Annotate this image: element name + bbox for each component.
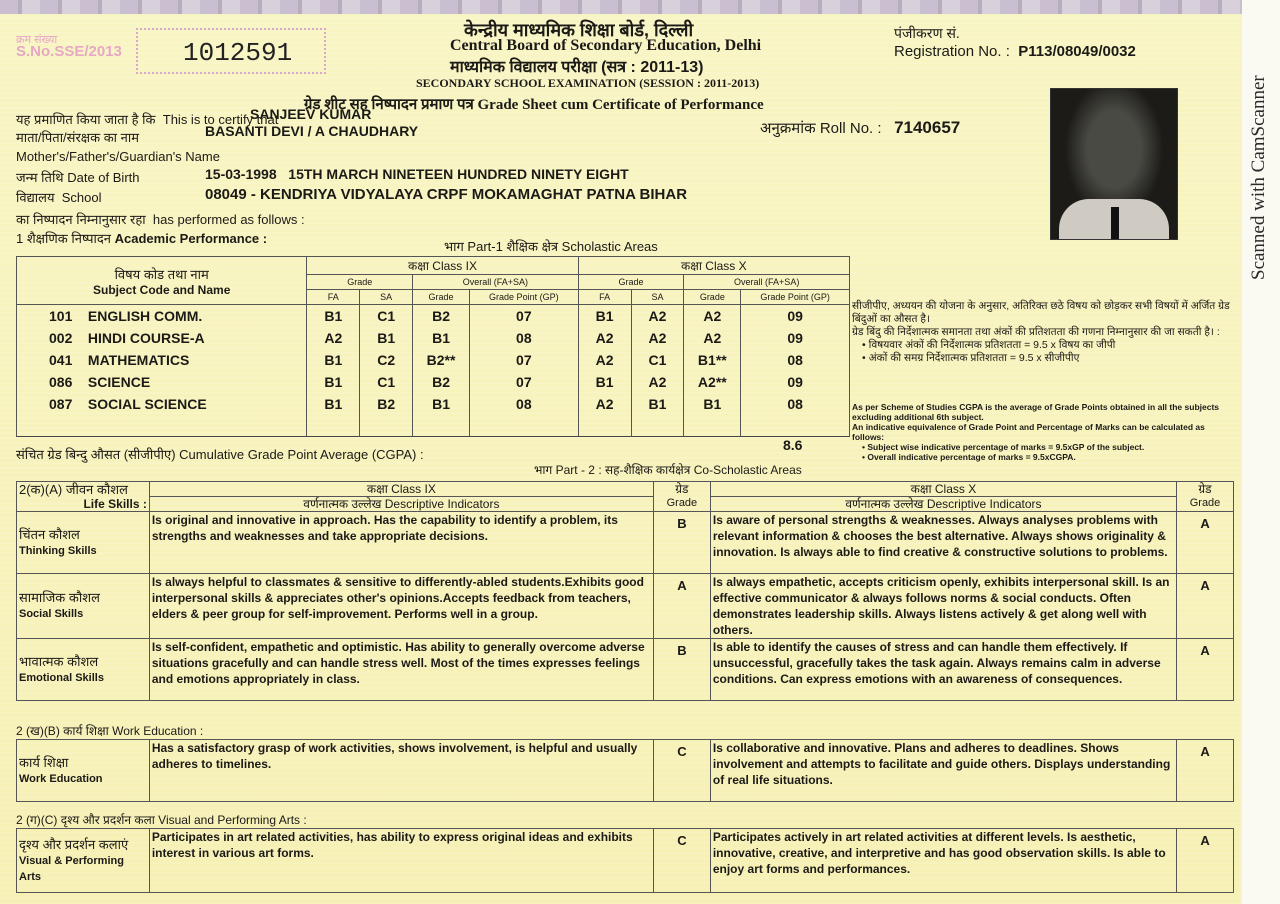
grade-cell-x-grade: A2 (684, 327, 741, 349)
school-label: विद्यालय School (16, 190, 102, 205)
photo-tie (1111, 207, 1119, 239)
ix-gp-header: Grade Point (GP) (469, 290, 578, 305)
grade-cell-x-gp: 09 (741, 371, 850, 393)
roll-label: अनुक्रमांक Roll No. : (760, 120, 882, 137)
life-skill-x-grade: A (1177, 574, 1234, 639)
arts-heading: 2 (ग)(C) दृश्य और प्रदर्शन कला Visual and Performing Arts : (16, 813, 307, 827)
certificate-title: ग्रेड शीट सह निष्पादन प्रमाण पत्र Grade Sheet cum Certificate of Performance (304, 97, 764, 113)
life-skill-ix-desc: Is original and innovative in approach. Has the capability to identify a problem, its strengths and weaknesses and take appropriate decisions. (149, 512, 653, 574)
work-ed-ix-grade: C (653, 740, 710, 802)
arts-ix-desc: Participates in art related activities, has ability to express original ideas and exhibits interest in various art forms. (149, 829, 653, 893)
student-name: SANJEEV KUMAR (250, 106, 372, 122)
ls-ix-grade-header: ग्रेड Grade (653, 482, 710, 512)
work-ed-heading: 2 (ख)(B) कार्य शिक्षा Work Education : (16, 724, 204, 738)
grade-cell-x-fa: A2 (578, 393, 631, 415)
work-ed-row (17, 740, 1234, 802)
x-sa-header: SA (631, 290, 684, 305)
grade-cell-x-fa: A2 (578, 327, 631, 349)
grade-cell-x-grade: B1** (684, 349, 741, 371)
life-skill-x-grade: A (1177, 639, 1234, 701)
grade-cell-x-sa: A2 (631, 305, 684, 327)
life-skill-ix-grade: A (653, 574, 710, 639)
arts-label: दृश्य और प्रदर्शन कलाएं Visual & Performing Arts (17, 829, 150, 893)
ls-x-grade-header: ग्रेड Grade (1177, 482, 1234, 512)
grade-cell-x-grade: B1 (684, 393, 741, 415)
subject-row (17, 305, 850, 327)
ls-class-ix-header: कक्षा Class IX (149, 482, 653, 497)
school-value: 08049 - KENDRIYA VIDYALAYA CRPF MOKAMAGHAT PATNA BIHAR (205, 186, 688, 203)
grade-cell-x-sa: A2 (631, 371, 684, 393)
grade-cell-x-grade: A2** (684, 371, 741, 393)
grade-cell-ix-fa: B1 (307, 349, 360, 371)
work-ed-x-desc: Is collaborative and innovative. Plans and adheres to deadlines. Shows involvement and attempts to facilitate and guide others. Displays understanding of real life situations. (710, 740, 1176, 802)
class-x-header: कक्षा Class X (578, 257, 849, 275)
life-skill-row (17, 574, 1234, 639)
subject-name: 002 HINDI COURSE-A (17, 327, 307, 349)
exam-title-hindi: माध्यमिक विद्यालय परीक्षा (सत्र : 2011-13) (450, 59, 704, 76)
board-title-hindi: केन्द्रीय माध्यमिक शिक्षा बोर्ड, दिल्ली (464, 20, 694, 40)
subject-row (17, 327, 850, 349)
dob-label: जन्म तिथि Date of Birth (16, 170, 140, 185)
life-skill-x-desc: Is able to identify the causes of stress and can handle them effectively. If unsuccessful, gracefully takes the task again. Always remains calm in adverse conditions. Can express emotions with an awareness of consequences. (710, 639, 1176, 701)
grade-cell-x-fa: A2 (578, 349, 631, 371)
registration-label: Registration No. : (894, 43, 1010, 60)
subject-name: 086 SCIENCE (17, 371, 307, 393)
scholastic-table (16, 256, 850, 437)
grade-cell-ix-grade: B2** (413, 349, 470, 371)
ix-overall-header: Overall (FA+SA) (413, 275, 579, 290)
life-skill-ix-grade: B (653, 512, 710, 574)
grade-cell-ix-grade: B1 (413, 393, 470, 415)
subject-name: 087 SOCIAL SCIENCE (17, 393, 307, 415)
grade-cell-ix-grade: B1 (413, 327, 470, 349)
grade-cell-ix-sa: C2 (360, 349, 413, 371)
grade-cell-ix-fa: B1 (307, 371, 360, 393)
life-skill-x-desc: Is always empathetic, accepts criticism openly, exhibits interpersonal skill. Is an effective communicator & always follows norms & social conducts. Often demonstrates leadership skills. Always listens actively & get along well with others. (710, 574, 1176, 639)
parent-label-hindi: माता/पिता/संरक्षक का नाम (16, 130, 140, 145)
subject-name: 041 MATHEMATICS (17, 349, 307, 371)
grade-cell-x-sa: C1 (631, 349, 684, 371)
grade-cell-x-sa: B1 (631, 393, 684, 415)
arts-row (17, 829, 1234, 893)
grade-cell-x-grade: A2 (684, 305, 741, 327)
ix-fa-header: FA (307, 290, 360, 305)
registration-value: P113/08049/0032 (1018, 43, 1136, 60)
work-ed-x-grade: A (1177, 740, 1234, 802)
life-skill-row (17, 639, 1234, 701)
ls-class-x-header: कक्षा Class X (710, 482, 1176, 497)
grade-cell-ix-gp: 07 (469, 305, 578, 327)
x-gp-header: Grade Point (GP) (741, 290, 850, 305)
x-fa-header: FA (578, 290, 631, 305)
cgpa-value: 8.6 (783, 437, 803, 453)
class-ix-header: कक्षा Class IX (307, 257, 578, 275)
life-skill-ix-desc: Is always helpful to classmates & sensitive to differently-abled students.Exhibits good interpersonal skills & appreciates other's opinions.Accepts feedback from teachers, elders & peer group for self-improvement. Performs well in a group. (149, 574, 653, 639)
x-grade-header: Grade (578, 275, 684, 290)
life-skill-label: चिंतन कौशल Thinking Skills (17, 512, 150, 574)
work-ed-table (16, 739, 1234, 802)
subject-header: विषय कोड तथा नाम Subject Code and Name (17, 257, 307, 305)
grade-cell-ix-fa: A2 (307, 327, 360, 349)
ls-x-descriptive-header: वर्णनात्मक उल्लेख Descriptive Indicators (710, 497, 1176, 512)
parent-name: BASANTI DEVI / A CHAUDHARY (205, 123, 419, 139)
grade-cell-ix-sa: C1 (360, 371, 413, 393)
grade-cell-x-fa: B1 (578, 371, 631, 393)
arts-x-desc: Participates actively in art related activities at different levels. Is aesthetic, innovative, creative, and interpretive and has good observation skills. Is able to enjoy art forms and performances. (710, 829, 1176, 893)
subject-row (17, 371, 850, 393)
grade-cell-x-gp: 08 (741, 349, 850, 371)
ix-gradecol-header: Grade (413, 290, 470, 305)
registration-hindi-label: पंजीकरण सं. (894, 25, 960, 41)
grade-cell-x-gp: 09 (741, 305, 850, 327)
roll-value: 7140657 (894, 118, 961, 137)
notes-hindi: सीजीपीए, अध्ययन की योजना के अनुसार, अतिरिक्त छठे विषय को छोड़कर सभी विषयों में अर्जित ग्रेड बिंदुओं का औसत है। ग्रेड बिंदु की निर्देशात्मक समानता तथा अंकों की प्रतिशतता की गणना निम्नानुसार की जा सकती है। : • विषयवार अंकों की निर्देशात्मक प्रतिशतता = 9.5 x विषय का जीपी • अंकों की समग्र निर्देशात्मक प्रतिशतता = 9.5 x सीजीपीए (852, 300, 1230, 364)
life-skill-row (17, 512, 1234, 574)
subject-row (17, 349, 850, 371)
grade-cell-ix-gp: 07 (469, 349, 578, 371)
grade-cell-ix-sa: B1 (360, 327, 413, 349)
life-skill-ix-grade: B (653, 639, 710, 701)
work-ed-ix-desc: Has a satisfactory grasp of work activities, shows involvement, is helpful and usually adheres to timelines. (149, 740, 653, 802)
grade-cell-ix-grade: B2 (413, 371, 470, 393)
life-skill-label: भावात्मक कौशल Emotional Skills (17, 639, 150, 701)
serial-code: S.No.SSE/2013 (16, 43, 122, 60)
dob-value: 15-03-1998 15TH MARCH NINETEEN HUNDRED NINETY EIGHT (205, 166, 629, 182)
subject-name: 101 ENGLISH COMM. (17, 305, 307, 327)
grade-cell-ix-fa: B1 (307, 305, 360, 327)
life-skill-x-grade: A (1177, 512, 1234, 574)
coscholastic-part-label: भाग Part - 2 : सह-शैक्षिक कार्यक्षेत्र Co-Scholastic Areas (534, 463, 802, 477)
student-photo (1050, 88, 1178, 240)
scholastic-part-label: भाग Part-1 शैक्षिक क्षेत्र Scholastic Areas (444, 239, 658, 254)
life-skills-header: 2(क)(A) जीवन कौशल Life Skills : (17, 482, 150, 512)
ix-sa-header: SA (360, 290, 413, 305)
roll-line (760, 118, 960, 138)
life-skill-label: सामाजिक कौशल Social Skills (17, 574, 150, 639)
exam-title-english: SECONDARY SCHOOL EXAMINATION (SESSION : 2011-2013) (416, 76, 760, 90)
camscanner-watermark: Scanned with CamScanner (1248, 75, 1269, 280)
parent-label-english: Mother's/Father's/Guardian's Name (16, 149, 220, 164)
grade-cell-ix-gp: 08 (469, 327, 578, 349)
serial-number: 1012591 (183, 38, 293, 68)
subject-row (17, 393, 850, 415)
performed-label: का निष्पादन निम्नानुसार रहा has performed as follows : (16, 212, 305, 227)
x-gradecol-header: Grade (684, 290, 741, 305)
security-strip (0, 0, 1242, 14)
life-skill-x-desc: Is aware of personal strengths & weaknesses. Always analyses problems with relevant information & chooses the best alternative. Always shows originality & innovation. Is always able to find creative & constructive solutions to problems. (710, 512, 1176, 574)
grade-cell-x-gp: 09 (741, 327, 850, 349)
serial-hindi-label: क्रम संख्या (16, 34, 58, 46)
ls-ix-descriptive-header: वर्णनात्मक उल्लेख Descriptive Indicators (149, 497, 653, 512)
grade-cell-x-sa: A2 (631, 327, 684, 349)
grade-cell-ix-gp: 07 (469, 371, 578, 393)
x-overall-header: Overall (FA+SA) (684, 275, 850, 290)
life-skills-table (16, 481, 1234, 701)
grade-cell-x-gp: 08 (741, 393, 850, 415)
grade-cell-ix-gp: 08 (469, 393, 578, 415)
arts-table (16, 828, 1234, 893)
certify-label: यह प्रमाणित किया जाता है कि This is to certify that (16, 112, 279, 127)
grade-cell-ix-sa: C1 (360, 305, 413, 327)
arts-x-grade: A (1177, 829, 1234, 893)
notes-english: As per Scheme of Studies CGPA is the average of Grade Points obtained in all the subjects excluding additional 6th subject. An indicative equivalence of Grade Point and Percentage of Marks can be calculated as follows: • Subject wise indicative percentage of marks = 9.5xGP of the subject. • Overall indicative percentage of marks = 9.5xCGPA. (852, 402, 1220, 462)
board-title-english: Central Board of Secondary Education, Delhi (450, 37, 762, 54)
life-skill-ix-desc: Is self-confident, empathetic and optimistic. Has ability to generally overcome adverse situations gracefully and can handle stress well. Most of the times expresses feelings and emotions appropriately in class. (149, 639, 653, 701)
arts-ix-grade: C (653, 829, 710, 893)
work-ed-label: कार्य शिक्षा Work Education (17, 740, 150, 802)
grade-cell-ix-fa: B1 (307, 393, 360, 415)
academic-section-label: 1 शैक्षणिक निष्पादन Academic Performance : (16, 231, 268, 246)
grade-cell-ix-grade: B2 (413, 305, 470, 327)
cgpa-label: संचित ग्रेड बिन्दु औसत (सीजीपीए) Cumulative Grade Point Average (CGPA) : (16, 447, 424, 462)
grade-cell-x-fa: B1 (578, 305, 631, 327)
serial-label (16, 34, 122, 58)
ix-grade-header: Grade (307, 275, 413, 290)
grade-cell-ix-sa: B2 (360, 393, 413, 415)
registration-line (894, 43, 1136, 60)
